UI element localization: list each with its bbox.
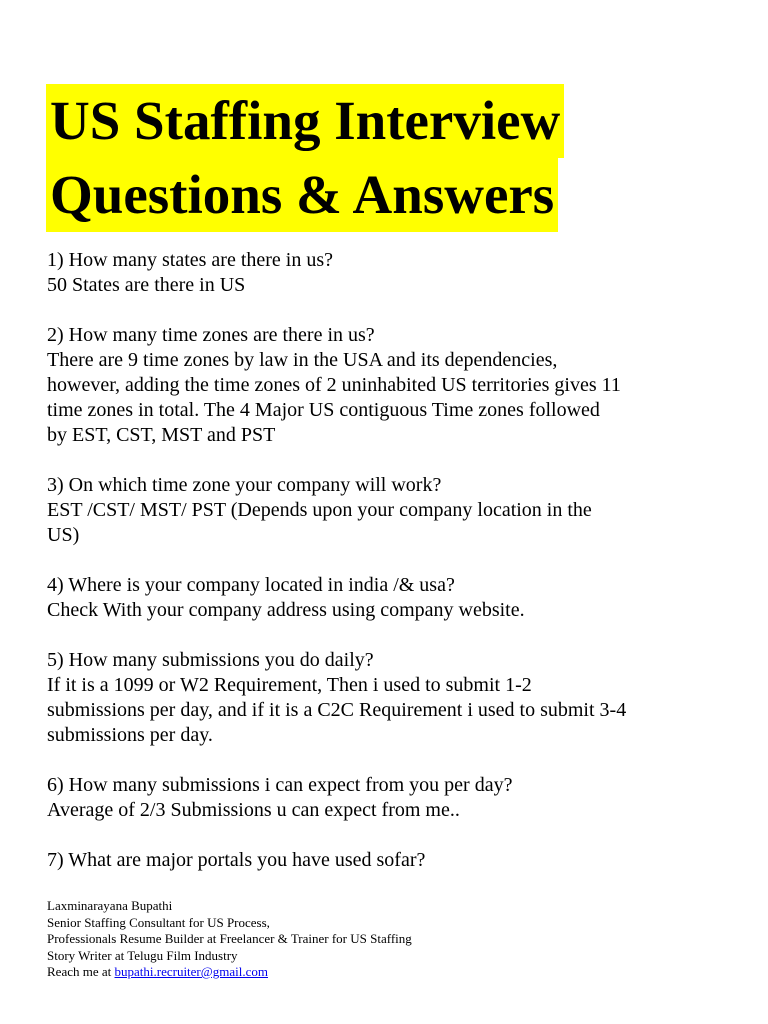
qa-item-1 xyxy=(47,248,747,298)
qa-item-2 xyxy=(47,323,747,448)
author-name: Laxminarayana Bupathi xyxy=(47,898,173,913)
qa-item-6 xyxy=(47,773,747,823)
author-role-2: Professionals Resume Builder at Freelancer & Trainer for US Staffing xyxy=(47,931,412,946)
author-role-1: Senior Staffing Consultant for US Process, xyxy=(47,914,270,930)
title-line-2: Questions & Answers xyxy=(46,158,558,232)
contact-line xyxy=(47,964,647,981)
answer-5-line-2: submissions per day, and if it is a C2C Requirement i used to submit 3-4 xyxy=(47,699,627,721)
answer-2-line-2: however, adding the time zones of 2 uninhabited US territories gives 11 xyxy=(47,374,621,396)
qa-item-5 xyxy=(47,648,747,748)
answer-5-line-3: submissions per day. xyxy=(47,724,213,746)
answer-2-line-3: time zones in total. The 4 Major US contiguous Time zones followed xyxy=(47,399,600,421)
question-3: 3) On which time zone your company will work? xyxy=(47,474,442,496)
answer-4-line-1: Check With your company address using company website. xyxy=(47,599,525,621)
qa-item-3 xyxy=(47,473,747,548)
question-2: 2) How many time zones are there in us? xyxy=(47,324,375,346)
qa-list xyxy=(47,248,747,898)
author-footer xyxy=(47,898,647,981)
question-5: 5) How many submissions you do daily? xyxy=(47,649,374,671)
answer-5-line-1: If it is a 1099 or W2 Requirement, Then i used to submit 1-2 xyxy=(47,674,532,696)
answer-1-line-1: 50 States are there in US xyxy=(47,274,246,296)
answer-3-line-1: EST /CST/ MST/ PST (Depends upon your company location in the xyxy=(47,499,592,521)
qa-item-7 xyxy=(47,848,747,873)
page-title xyxy=(46,84,706,232)
qa-item-4 xyxy=(47,573,747,623)
title-line-1: US Staffing Interview xyxy=(46,84,564,158)
answer-3-line-2: US) xyxy=(47,524,80,546)
contact-prefix: Reach me at xyxy=(47,964,115,979)
author-role-3: Story Writer at Telugu Film Industry xyxy=(47,947,238,963)
answer-6-line-1: Average of 2/3 Submissions u can expect from me.. xyxy=(47,799,460,821)
email-link[interactable]: bupathi.recruiter@gmail.com xyxy=(114,964,268,979)
question-4: 4) Where is your company located in india /& usa? xyxy=(47,574,455,596)
question-7: 7) What are major portals you have used sofar? xyxy=(47,849,426,871)
question-6: 6) How many submissions i can expect from you per day? xyxy=(47,774,513,796)
answer-2-line-1: There are 9 time zones by law in the USA and its dependencies, xyxy=(47,349,558,371)
answer-2-line-4: by EST, CST, MST and PST xyxy=(47,424,276,446)
question-1: 1) How many states are there in us? xyxy=(47,249,334,271)
